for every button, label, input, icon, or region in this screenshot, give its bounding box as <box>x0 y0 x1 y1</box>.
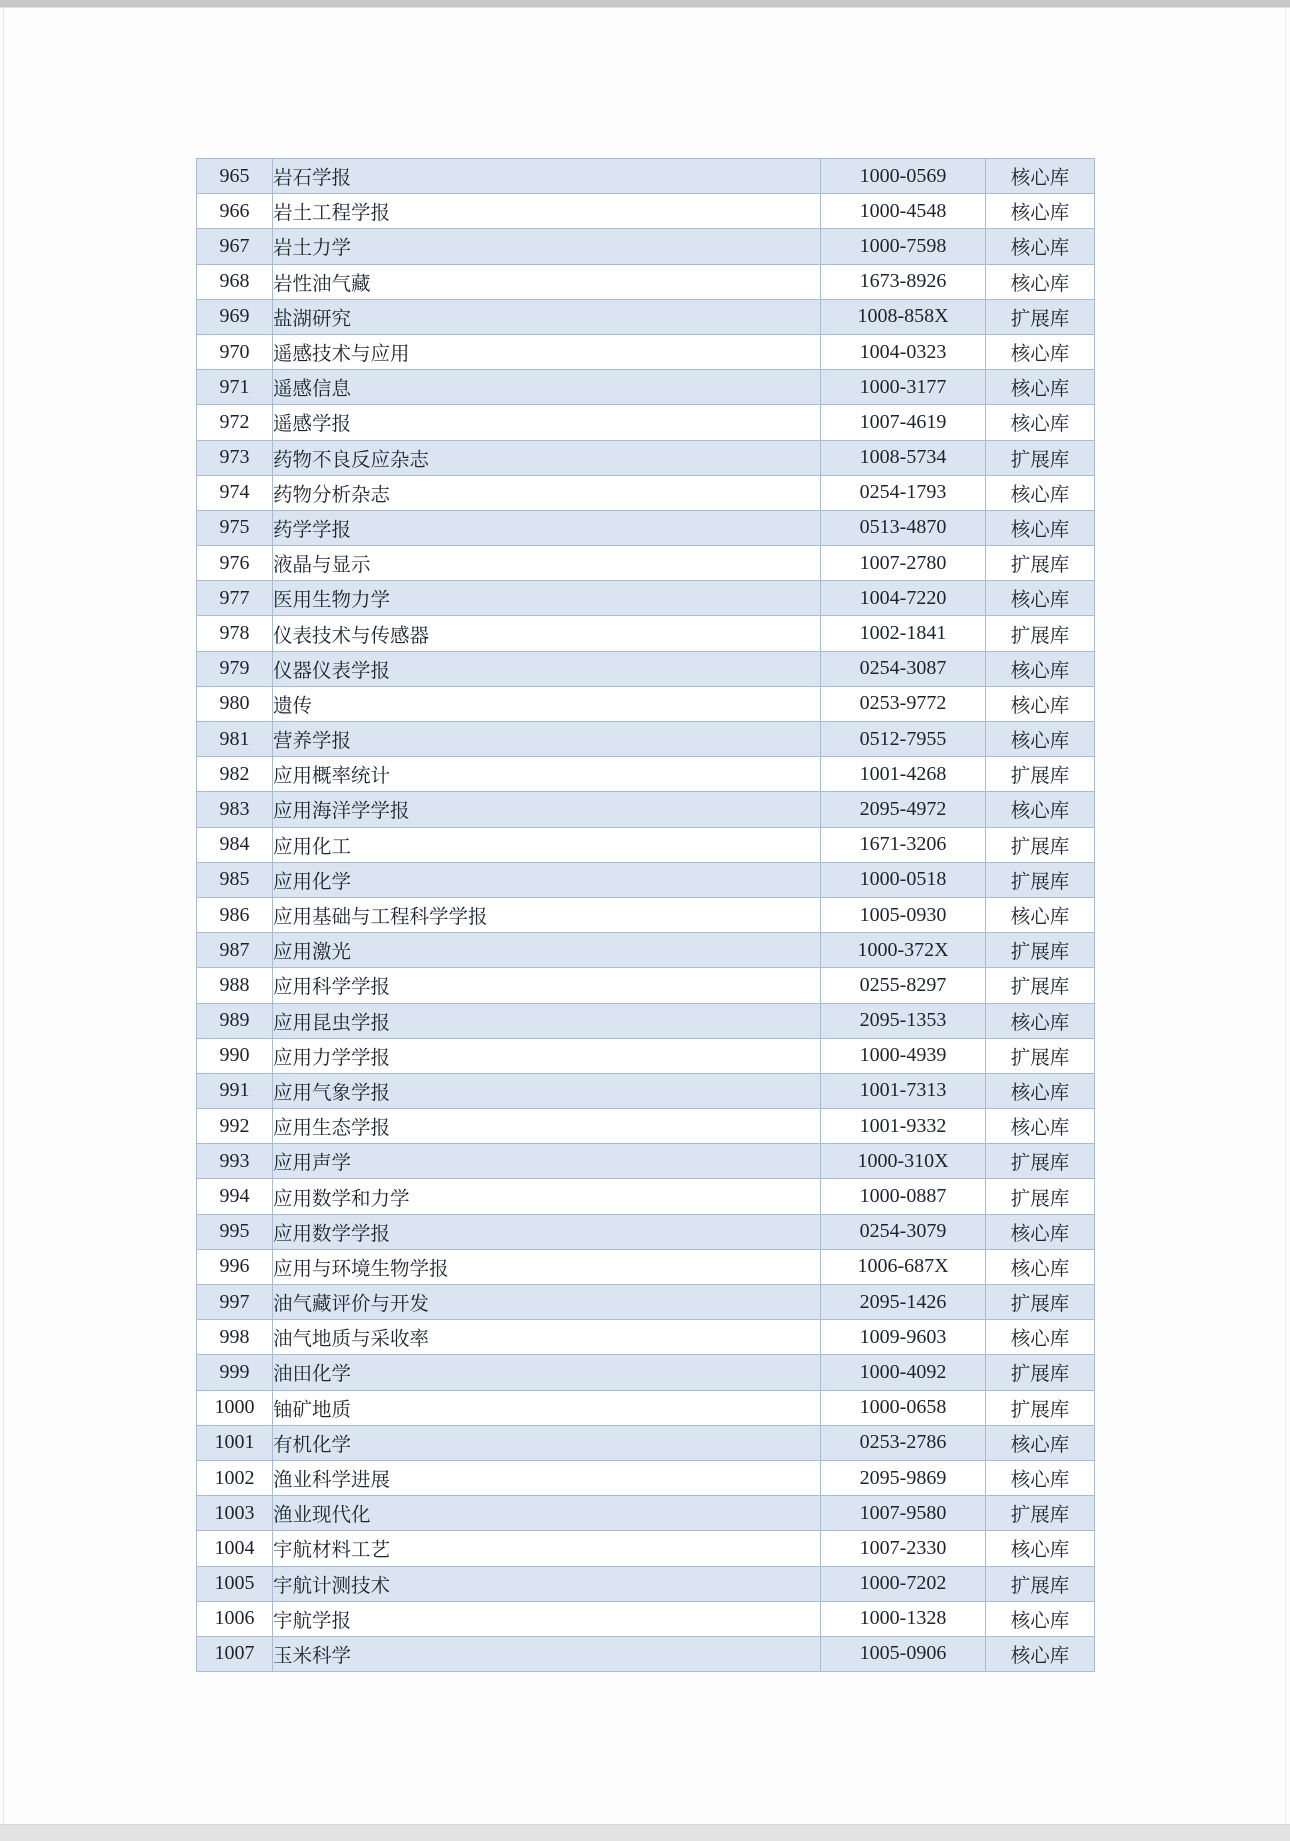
table-row <box>197 1531 1095 1566</box>
table-row <box>197 1179 1095 1214</box>
category-cell: 核心库 <box>986 1073 1095 1108</box>
row-number-cell: 983 <box>197 792 273 827</box>
row-number-cell: 991 <box>197 1073 273 1108</box>
journal-name-cell: 遥感技术与应用 <box>273 334 821 369</box>
category-cell: 扩展库 <box>986 968 1095 1003</box>
issn-cell: 0253-2786 <box>821 1425 986 1460</box>
journal-name-cell: 应用声学 <box>273 1144 821 1179</box>
journal-name-cell: 铀矿地质 <box>273 1390 821 1425</box>
issn-cell: 1009-9603 <box>821 1320 986 1355</box>
row-number-cell: 1006 <box>197 1601 273 1636</box>
journal-name-cell: 医用生物力学 <box>273 581 821 616</box>
journal-name-cell: 应用海洋学学报 <box>273 792 821 827</box>
category-cell: 核心库 <box>986 229 1095 264</box>
table-row <box>197 1003 1095 1038</box>
row-number-cell: 967 <box>197 229 273 264</box>
category-cell: 核心库 <box>986 370 1095 405</box>
issn-cell: 1007-4619 <box>821 405 986 440</box>
table-row <box>197 1038 1095 1073</box>
category-cell: 核心库 <box>986 897 1095 932</box>
journal-name-cell: 应用生态学报 <box>273 1109 821 1144</box>
issn-cell: 1000-0569 <box>821 159 986 194</box>
category-cell: 核心库 <box>986 264 1095 299</box>
table-row <box>197 159 1095 194</box>
category-cell: 核心库 <box>986 1601 1095 1636</box>
row-number-cell: 989 <box>197 1003 273 1038</box>
page-left-edge <box>3 8 4 1824</box>
category-cell: 核心库 <box>986 159 1095 194</box>
row-number-cell: 981 <box>197 722 273 757</box>
row-number-cell: 1004 <box>197 1531 273 1566</box>
page-top-edge <box>0 0 1290 8</box>
journal-name-cell: 有机化学 <box>273 1425 821 1460</box>
issn-cell: 1671-3206 <box>821 827 986 862</box>
issn-cell: 1000-7202 <box>821 1566 986 1601</box>
issn-cell: 2095-1353 <box>821 1003 986 1038</box>
category-cell: 扩展库 <box>986 827 1095 862</box>
category-cell: 扩展库 <box>986 299 1095 334</box>
issn-cell: 1000-4548 <box>821 194 986 229</box>
table-row <box>197 334 1095 369</box>
row-number-cell: 1005 <box>197 1566 273 1601</box>
journal-name-cell: 油田化学 <box>273 1355 821 1390</box>
row-number-cell: 1002 <box>197 1460 273 1495</box>
issn-cell: 1000-0887 <box>821 1179 986 1214</box>
category-cell: 扩展库 <box>986 933 1095 968</box>
issn-cell: 1000-0518 <box>821 862 986 897</box>
category-cell: 核心库 <box>986 510 1095 545</box>
table-row <box>197 299 1095 334</box>
row-number-cell: 990 <box>197 1038 273 1073</box>
table-row <box>197 862 1095 897</box>
category-cell: 扩展库 <box>986 546 1095 581</box>
table-row <box>197 1214 1095 1249</box>
table-row <box>197 792 1095 827</box>
row-number-cell: 1000 <box>197 1390 273 1425</box>
category-cell: 扩展库 <box>986 1179 1095 1214</box>
row-number-cell: 998 <box>197 1320 273 1355</box>
row-number-cell: 968 <box>197 264 273 299</box>
row-number-cell: 979 <box>197 651 273 686</box>
issn-cell: 1000-1328 <box>821 1601 986 1636</box>
page-right-edge <box>1285 8 1286 1824</box>
issn-cell: 1001-7313 <box>821 1073 986 1108</box>
table-row <box>197 194 1095 229</box>
category-cell: 扩展库 <box>986 1390 1095 1425</box>
journal-name-cell: 应用科学学报 <box>273 968 821 1003</box>
issn-cell: 1673-8926 <box>821 264 986 299</box>
journal-name-cell: 遥感信息 <box>273 370 821 405</box>
issn-cell: 1008-858X <box>821 299 986 334</box>
issn-cell: 0253-9772 <box>821 686 986 721</box>
table-row <box>197 1285 1095 1320</box>
table-row <box>197 616 1095 651</box>
row-number-cell: 965 <box>197 159 273 194</box>
row-number-cell: 975 <box>197 510 273 545</box>
journal-name-cell: 宇航学报 <box>273 1601 821 1636</box>
row-number-cell: 970 <box>197 334 273 369</box>
journal-name-cell: 应用化工 <box>273 827 821 862</box>
issn-cell: 1006-687X <box>821 1249 986 1284</box>
row-number-cell: 971 <box>197 370 273 405</box>
category-cell: 扩展库 <box>986 1285 1095 1320</box>
issn-cell: 1000-3177 <box>821 370 986 405</box>
category-cell: 扩展库 <box>986 862 1095 897</box>
table-row <box>197 475 1095 510</box>
issn-cell: 1005-0906 <box>821 1636 986 1671</box>
table-row <box>197 1109 1095 1144</box>
category-cell: 核心库 <box>986 1214 1095 1249</box>
journal-name-cell: 仪表技术与传感器 <box>273 616 821 651</box>
category-cell: 核心库 <box>986 194 1095 229</box>
category-cell: 核心库 <box>986 1320 1095 1355</box>
row-number-cell: 966 <box>197 194 273 229</box>
table-row <box>197 686 1095 721</box>
table-row <box>197 405 1095 440</box>
table-row <box>197 1601 1095 1636</box>
journal-table-body <box>197 159 1095 1672</box>
category-cell: 核心库 <box>986 1425 1095 1460</box>
table-row <box>197 1636 1095 1671</box>
issn-cell: 1002-1841 <box>821 616 986 651</box>
table-row <box>197 1566 1095 1601</box>
journal-name-cell: 遥感学报 <box>273 405 821 440</box>
row-number-cell: 984 <box>197 827 273 862</box>
row-number-cell: 972 <box>197 405 273 440</box>
issn-cell: 0254-1793 <box>821 475 986 510</box>
journal-name-cell: 应用数学和力学 <box>273 1179 821 1214</box>
table-row <box>197 370 1095 405</box>
issn-cell: 1000-372X <box>821 933 986 968</box>
row-number-cell: 982 <box>197 757 273 792</box>
journal-name-cell: 仪器仪表学报 <box>273 651 821 686</box>
table-row <box>197 440 1095 475</box>
category-cell: 核心库 <box>986 686 1095 721</box>
table-row <box>197 1320 1095 1355</box>
row-number-cell: 994 <box>197 1179 273 1214</box>
journal-name-cell: 盐湖研究 <box>273 299 821 334</box>
journal-name-cell: 岩石学报 <box>273 159 821 194</box>
row-number-cell: 1001 <box>197 1425 273 1460</box>
table-row <box>197 510 1095 545</box>
row-number-cell: 999 <box>197 1355 273 1390</box>
issn-cell: 1007-2780 <box>821 546 986 581</box>
journal-name-cell: 营养学报 <box>273 722 821 757</box>
issn-cell: 1000-4939 <box>821 1038 986 1073</box>
category-cell: 核心库 <box>986 1003 1095 1038</box>
table-row <box>197 651 1095 686</box>
category-cell: 核心库 <box>986 1531 1095 1566</box>
journal-name-cell: 液晶与显示 <box>273 546 821 581</box>
page-bottom-edge <box>0 1824 1290 1841</box>
issn-cell: 1008-5734 <box>821 440 986 475</box>
issn-cell: 2095-9869 <box>821 1460 986 1495</box>
issn-cell: 1000-310X <box>821 1144 986 1179</box>
category-cell: 核心库 <box>986 792 1095 827</box>
journal-name-cell: 宇航计测技术 <box>273 1566 821 1601</box>
journal-name-cell: 岩土工程学报 <box>273 194 821 229</box>
category-cell: 核心库 <box>986 1460 1095 1495</box>
table-row <box>197 581 1095 616</box>
table-row <box>197 264 1095 299</box>
issn-cell: 0513-4870 <box>821 510 986 545</box>
category-cell: 核心库 <box>986 475 1095 510</box>
row-number-cell: 977 <box>197 581 273 616</box>
row-number-cell: 993 <box>197 1144 273 1179</box>
issn-cell: 1004-7220 <box>821 581 986 616</box>
journal-name-cell: 渔业科学进展 <box>273 1460 821 1495</box>
row-number-cell: 996 <box>197 1249 273 1284</box>
issn-cell: 0254-3079 <box>821 1214 986 1249</box>
issn-cell: 0512-7955 <box>821 722 986 757</box>
row-number-cell: 1003 <box>197 1496 273 1531</box>
row-number-cell: 992 <box>197 1109 273 1144</box>
journal-name-cell: 玉米科学 <box>273 1636 821 1671</box>
category-cell: 扩展库 <box>986 1144 1095 1179</box>
category-cell: 核心库 <box>986 334 1095 369</box>
table-row <box>197 1144 1095 1179</box>
table-row <box>197 933 1095 968</box>
category-cell: 核心库 <box>986 405 1095 440</box>
journal-name-cell: 应用气象学报 <box>273 1073 821 1108</box>
table-row <box>197 546 1095 581</box>
row-number-cell: 987 <box>197 933 273 968</box>
row-number-cell: 974 <box>197 475 273 510</box>
journal-name-cell: 药物分析杂志 <box>273 475 821 510</box>
category-cell: 核心库 <box>986 722 1095 757</box>
row-number-cell: 985 <box>197 862 273 897</box>
category-cell: 扩展库 <box>986 1566 1095 1601</box>
category-cell: 核心库 <box>986 1249 1095 1284</box>
issn-cell: 1000-4092 <box>821 1355 986 1390</box>
journal-name-cell: 应用化学 <box>273 862 821 897</box>
journal-name-cell: 药物不良反应杂志 <box>273 440 821 475</box>
issn-cell: 2095-1426 <box>821 1285 986 1320</box>
journal-name-cell: 遗传 <box>273 686 821 721</box>
table-row <box>197 968 1095 1003</box>
row-number-cell: 1007 <box>197 1636 273 1671</box>
journal-name-cell: 药学学报 <box>273 510 821 545</box>
journal-name-cell: 应用数学学报 <box>273 1214 821 1249</box>
category-cell: 核心库 <box>986 581 1095 616</box>
category-cell: 扩展库 <box>986 440 1095 475</box>
row-number-cell: 986 <box>197 897 273 932</box>
journal-name-cell: 应用力学学报 <box>273 1038 821 1073</box>
journal-name-cell: 岩性油气藏 <box>273 264 821 299</box>
issn-cell: 1004-0323 <box>821 334 986 369</box>
issn-cell: 1007-9580 <box>821 1496 986 1531</box>
issn-cell: 1005-0930 <box>821 897 986 932</box>
category-cell: 扩展库 <box>986 1496 1095 1531</box>
table-row <box>197 897 1095 932</box>
journal-name-cell: 应用与环境生物学报 <box>273 1249 821 1284</box>
journal-name-cell: 应用激光 <box>273 933 821 968</box>
row-number-cell: 988 <box>197 968 273 1003</box>
row-number-cell: 978 <box>197 616 273 651</box>
issn-cell: 2095-4972 <box>821 792 986 827</box>
table-row <box>197 1249 1095 1284</box>
issn-cell: 1007-2330 <box>821 1531 986 1566</box>
table-row <box>197 1425 1095 1460</box>
table-row <box>197 827 1095 862</box>
category-cell: 扩展库 <box>986 616 1095 651</box>
row-number-cell: 976 <box>197 546 273 581</box>
journal-name-cell: 渔业现代化 <box>273 1496 821 1531</box>
journal-name-cell: 应用概率统计 <box>273 757 821 792</box>
row-number-cell: 980 <box>197 686 273 721</box>
journal-name-cell: 应用昆虫学报 <box>273 1003 821 1038</box>
row-number-cell: 973 <box>197 440 273 475</box>
category-cell: 核心库 <box>986 651 1095 686</box>
row-number-cell: 995 <box>197 1214 273 1249</box>
row-number-cell: 969 <box>197 299 273 334</box>
category-cell: 扩展库 <box>986 1038 1095 1073</box>
table-row <box>197 722 1095 757</box>
table-row <box>197 1073 1095 1108</box>
table-row <box>197 229 1095 264</box>
issn-cell: 1000-7598 <box>821 229 986 264</box>
table-row <box>197 1390 1095 1425</box>
journal-name-cell: 油气地质与采收率 <box>273 1320 821 1355</box>
journal-name-cell: 应用基础与工程科学学报 <box>273 897 821 932</box>
category-cell: 核心库 <box>986 1109 1095 1144</box>
table-row <box>197 1460 1095 1495</box>
issn-cell: 1000-0658 <box>821 1390 986 1425</box>
issn-cell: 1001-9332 <box>821 1109 986 1144</box>
table-row <box>197 1496 1095 1531</box>
category-cell: 扩展库 <box>986 1355 1095 1390</box>
issn-cell: 1001-4268 <box>821 757 986 792</box>
row-number-cell: 997 <box>197 1285 273 1320</box>
journal-name-cell: 油气藏评价与开发 <box>273 1285 821 1320</box>
issn-cell: 0255-8297 <box>821 968 986 1003</box>
table-row <box>197 757 1095 792</box>
category-cell: 扩展库 <box>986 757 1095 792</box>
journal-table <box>196 158 1095 1672</box>
category-cell: 核心库 <box>986 1636 1095 1671</box>
issn-cell: 0254-3087 <box>821 651 986 686</box>
table-row <box>197 1355 1095 1390</box>
journal-name-cell: 宇航材料工艺 <box>273 1531 821 1566</box>
journal-name-cell: 岩土力学 <box>273 229 821 264</box>
